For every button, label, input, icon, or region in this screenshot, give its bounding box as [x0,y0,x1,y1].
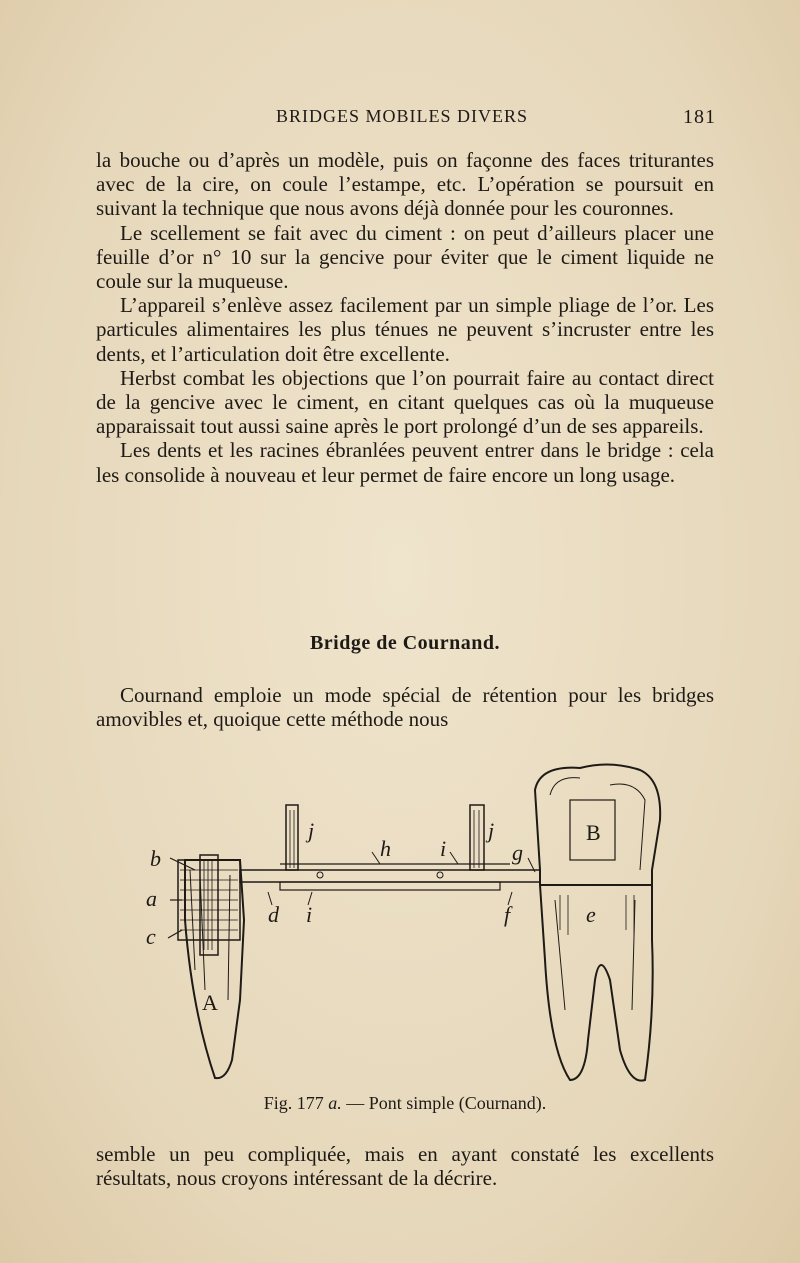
intro-text [96,683,714,731]
label-e: e [586,902,596,927]
label-b: b [150,846,161,871]
paragraph: L’appareil s’enlève assez facilement par un simple pliage de l’or. Les particules alimentaires les plus ténues ne peuvent s’incruster entre les dents, et l’articulation doit être excellente. [96,293,714,366]
paragraph: semble un peu compliquée, mais en ayant constaté les excellents résultats, nous croyons intéressant de la décrire. [96,1142,714,1191]
paragraph: Cournand emploie un mode spécial de rétention pour les bridges amovibles et, quoique cette méthode nous [96,683,714,732]
caption-text: — Pont simple (Cournand). [346,1093,547,1113]
paragraph: Le scellement se fait avec du ciment : on peut d’ailleurs placer une feuille d’or n° 10 sur la gencive pour éviter que le ciment liquide ne coule sur la muqueuse. [96,220,714,294]
bridge-bar [240,870,540,882]
paragraph: Herbst combat les objections que l’on pourrait faire au contact direct de la gencive avec le ciment, en citant quelques cas où la muqueuse apparaissait tout aussi saine après le port prolongé d’un de ses appareils. [96,365,714,439]
running-header [96,106,716,136]
label-f: f [504,902,511,927]
paragraph: la bouche ou d’après un modèle, puis on façonne des faces triturantes avec de la cire, on coule l’estampe, etc. L’opération se poursuit en suivant la technique que nous avons déjà donnée pour les couronnes. [96,148,714,221]
label-h: h [380,836,391,861]
closing-text [96,1142,714,1190]
section-title: Bridge de Cournand. [309,632,501,654]
root-a-outline [185,860,244,1078]
caption-prefix: Fig. 177 [263,1093,324,1113]
figure-caption [96,1093,714,1114]
label-g: g [512,840,523,865]
label-i-bottom: i [306,902,313,927]
page-number: 181 [683,106,716,128]
paragraph: Les dents et les racines ébranlées peuvent entrer dans le bridge : cela les consolide à nouveau et leur permet de faire encore un long usage. [96,438,714,487]
label-B: B [586,820,601,845]
label-a: a [146,886,157,911]
caption-letter: a. [328,1093,342,1113]
label-j-left: j [308,818,315,843]
bridge-illustration [140,760,670,1090]
label-i-top: i [440,836,447,861]
label-A: A [202,990,218,1015]
body-text [96,148,714,487]
label-j-right: j [488,818,495,843]
label-d: d [268,902,279,927]
label-c: c [146,924,156,949]
running-header-title: BRIDGES MOBILES DIVERS [276,106,529,126]
